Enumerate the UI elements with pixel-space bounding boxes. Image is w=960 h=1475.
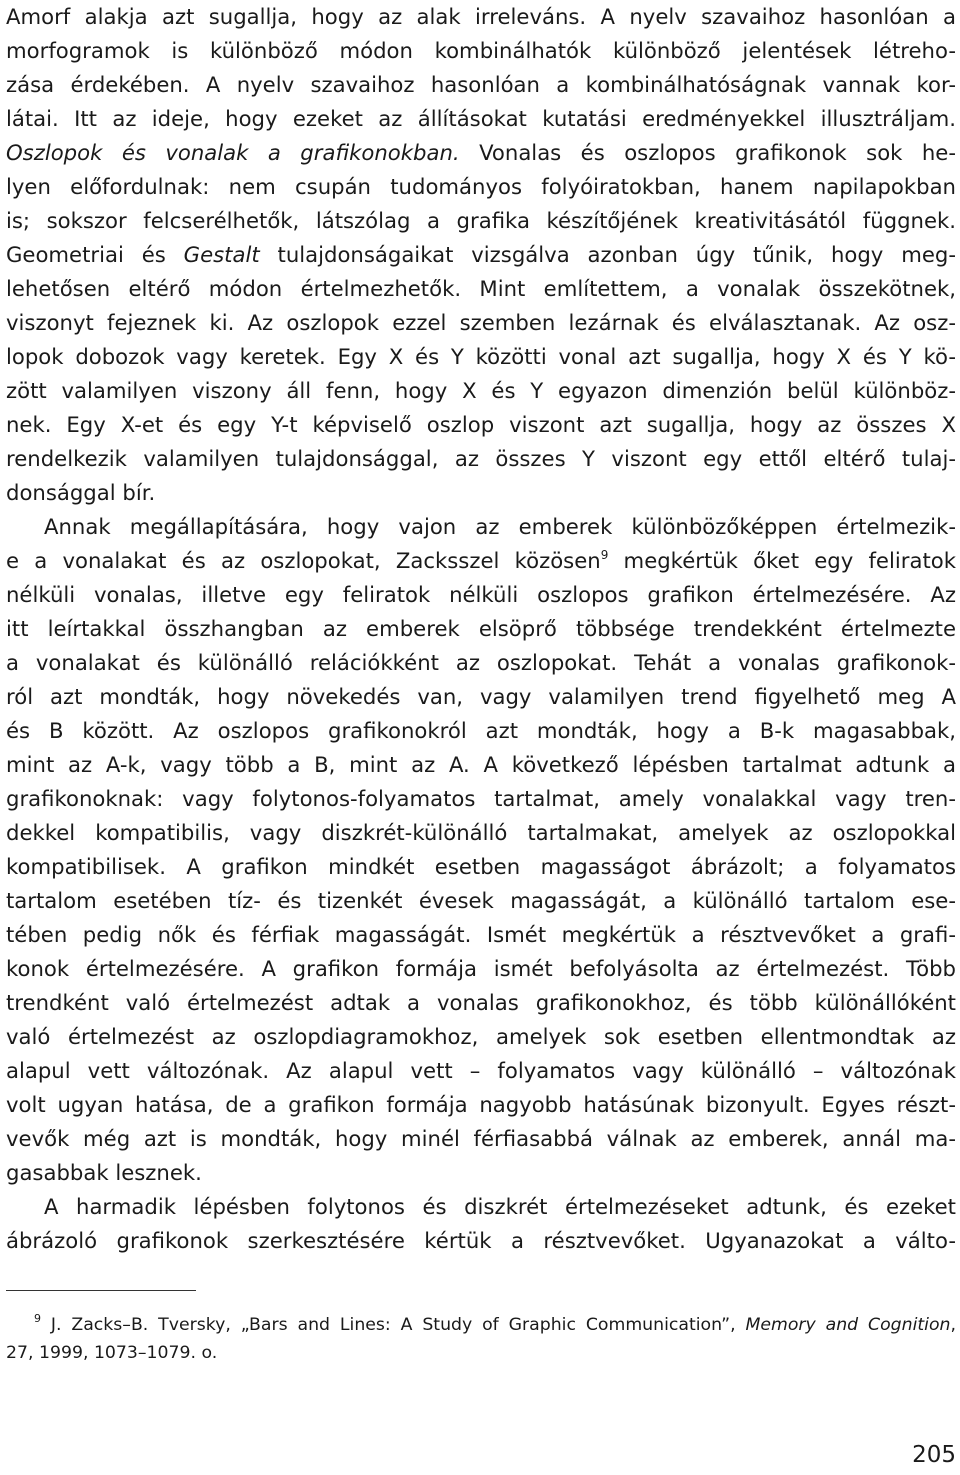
text-line: ábrázoló grafikonok szerkesztésére kértük a résztvevőket. Ugyanazokat a válto- [6, 1228, 956, 1253]
page-number: 205 [912, 1442, 956, 1468]
footnote-line: 27, 1999, 1073–1079. o. [6, 1343, 218, 1363]
text-span: Geometriai és [6, 242, 184, 267]
text-line: látai. Itt az ideje, hogy ezeket az állításokat kutatási eredményekkel illusztráljam. [6, 106, 956, 131]
footnote [6, 1311, 956, 1339]
text-line: morfogramok is különböző módon kombinálhatók különböző jelentések létreho- [6, 38, 956, 63]
footnote-text: J. Zacks–B. Tversky, „Bars and Lines: A Study of Graphic Communication”, [41, 1315, 746, 1335]
text-span: Vonalas és oszlopos grafikonok sok he- [459, 140, 956, 165]
text-line: kompatibilisek. A grafikon mindkét esetben magasságot ábrázolt; a folyamatos [6, 854, 956, 879]
text-line: grafikonoknak: vagy folytonos-folyamatos tartalmat, amely vonalakkal vagy tren- [6, 786, 956, 811]
text-line: is; sokszor felcserélhetők, látszólag a grafika készítőjének kreativitásától függnek. [6, 208, 956, 233]
text-line: dekkel kompatibilis, vagy diszkrét-különálló tartalmakat, amelyek az oszlopokkal [6, 820, 956, 845]
text-line: nek. Egy X-et és egy Y-t képviselő oszlop viszont azt sugallja, hogy az összes X [6, 412, 956, 437]
text-line: trendként való értelmezést adtak a vonalas grafikonokhoz, és több különállóként [6, 990, 956, 1015]
footnote-mark: 9 [34, 1312, 41, 1325]
italic-term: Gestalt [183, 242, 260, 267]
text-line: vevők még azt is mondták, hogy minél férfiasabbá válnak az emberek, annál ma- [6, 1126, 956, 1151]
text-span: e a vonalakat és az oszlopokat, Zacksszel közösen [6, 548, 601, 573]
footnote-text: , [950, 1315, 956, 1335]
text-line: volt ugyan hatása, de a grafikon formája nagyobb hatásúnak bizonyult. Egyes részt- [6, 1092, 956, 1117]
text-line [6, 136, 956, 170]
text-line [6, 238, 956, 272]
text-line: tében pedig nők és férfiak magasságát. Ismét megkértük a résztvevőket a grafi- [6, 922, 956, 947]
text-line: a vonalakat és különálló relációkként az oszlopokat. Tehát a vonalas grafikonok- [6, 650, 956, 675]
text-line: A harmadik lépésben folytonos és diszkrét értelmezéseket adtunk, és ezeket [44, 1194, 956, 1219]
text-line: gasabbak lesznek. [6, 1160, 202, 1185]
text-line: lehetősen eltérő módon értelmezhetők. Mint említettem, a vonalak összekötnek, [6, 276, 956, 301]
footnote-journal: Memory and Cognition [745, 1315, 951, 1335]
text-line: Amorf alakja azt sugallja, hogy az alak irreleváns. A nyelv szavaihoz hasonlóan a [6, 4, 956, 29]
text-line: nélküli vonalas, illetve egy feliratok nélküli oszlopos grafikon értelmezésére. Az [6, 582, 956, 607]
text-span: megkértük őket egy feliratok [608, 548, 956, 573]
text-line: mint az A-k, vagy több a B, mint az A. A következő lépésben tartalmat adtunk a [6, 752, 956, 777]
text-line: és B között. Az oszlopos grafikonokról azt mondták, hogy a B-k magasabbak, [6, 718, 956, 743]
text-line: donsággal bír. [6, 480, 156, 505]
text-line: Annak megállapítására, hogy vajon az emberek különbözőképpen értelmezik- [44, 514, 956, 539]
text-line: tartalom esetében tíz- és tizenkét évesek magasságát, a különálló tartalom ese- [6, 888, 956, 913]
text-line: itt leírtakkal összhangban az emberek elsöprő többsége trendekként értelmezte [6, 616, 956, 641]
text-line: alapul vett változónak. Az alapul vett – folyamatos vagy különálló – változónak [6, 1058, 956, 1083]
footnote-divider [6, 1290, 196, 1291]
text-line: zött valamilyen viszony áll fenn, hogy X és Y egyazon dimenzión belül különböz- [6, 378, 956, 403]
text-line: ról azt mondták, hogy növekedés van, vagy valamilyen trend figyelhető meg A [6, 684, 956, 709]
section-heading: Oszlopok és vonalak a grafikonokban. [6, 140, 460, 165]
text-line [6, 544, 956, 578]
text-span: tulajdonságaikat vizsgálva azonban úgy tűnik, hogy meg- [259, 242, 956, 267]
text-line: zása érdekében. A nyelv szavaihoz hasonlóan a kombinálhatóságnak vannak kor- [6, 72, 956, 97]
footnote-reference[interactable]: 9 [600, 548, 609, 562]
text-line: konok értelmezésére. A grafikon formája ismét befolyásolta az értelmezést. Több [6, 956, 956, 981]
text-line: való értelmezést az oszlopdiagramokhoz, amelyek sok esetben ellentmondtak az [6, 1024, 956, 1049]
text-line: lopok dobozok vagy keretek. Egy X és Y közötti vonal azt sugallja, hogy X és Y kö- [6, 344, 956, 369]
text-line: rendelkezik valamilyen tulajdonsággal, az összes Y viszont egy ettől eltérő tulaj- [6, 446, 956, 471]
text-line: viszonyt fejeznek ki. Az oszlopok ezzel szemben lezárnak és elválasztanak. Az osz- [6, 310, 956, 335]
text-line: lyen előfordulnak: nem csupán tudományos folyóiratokban, hanem napilapokban [6, 174, 956, 199]
